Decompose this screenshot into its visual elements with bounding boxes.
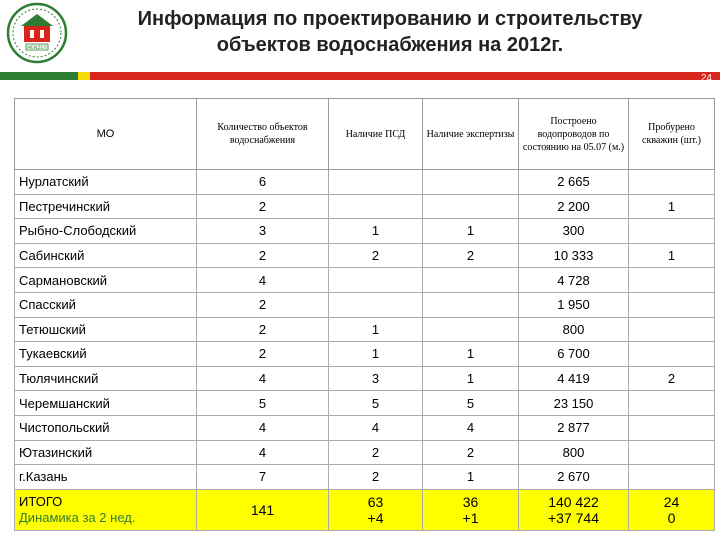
cell-built: 2 670 (519, 465, 629, 490)
total-psd-cell (329, 489, 423, 530)
table-row (15, 194, 715, 219)
table-row (15, 391, 715, 416)
cell-psd: 5 (329, 391, 423, 416)
cell-built: 1 950 (519, 292, 629, 317)
total-wells-dynamics: 0 (667, 509, 676, 526)
total-objects: 141 (197, 489, 329, 530)
cell-objects: 6 (197, 170, 329, 195)
table-row (15, 342, 715, 367)
total-wells: 24 (663, 493, 680, 510)
cell-objects: 4 (197, 415, 329, 440)
cell-psd: 3 (329, 366, 423, 391)
cell-wells (629, 268, 715, 293)
cell-objects: 4 (197, 268, 329, 293)
total-expertise: 36 (462, 493, 479, 510)
cell-psd (329, 170, 423, 195)
cell-objects: 5 (197, 391, 329, 416)
cell-psd (329, 194, 423, 219)
page-title (80, 6, 700, 58)
cell-psd: 1 (329, 342, 423, 367)
cell-psd: 1 (329, 317, 423, 342)
cell-wells: 1 (629, 194, 715, 219)
water-supply-table (14, 98, 715, 531)
cell-expertise (423, 317, 519, 342)
cell-expertise (423, 292, 519, 317)
cell-mo: Чистопольский (15, 415, 197, 440)
total-wells-cell (629, 489, 715, 530)
total-psd: 63 (367, 493, 384, 510)
cell-built: 23 150 (519, 391, 629, 416)
cell-wells (629, 415, 715, 440)
column-header-wells: Пробурено скважин (шт.) (629, 99, 715, 170)
title-line-2: объектов водоснабжения на 2012г. (216, 34, 564, 56)
cell-psd: 2 (329, 440, 423, 465)
title-line-1: Информация по проектированию и строительству (137, 8, 643, 30)
cell-objects: 7 (197, 465, 329, 490)
column-header-psd: Наличие ПСД (329, 99, 423, 170)
column-header-built: Построено водопроводов по состоянию на 05.07 (м.) (519, 99, 629, 170)
cell-wells: 2 (629, 366, 715, 391)
column-header-expertise: Наличие экспертизы (423, 99, 519, 170)
cell-mo: Тюлячинский (15, 366, 197, 391)
cell-psd: 1 (329, 219, 423, 244)
total-built: 140 422 (548, 493, 599, 510)
total-expertise-cell (423, 489, 519, 530)
cell-mo: Тетюшский (15, 317, 197, 342)
cell-wells (629, 465, 715, 490)
cell-objects: 2 (197, 317, 329, 342)
table-row (15, 440, 715, 465)
cell-mo: Сабинский (15, 243, 197, 268)
cell-objects: 2 (197, 342, 329, 367)
cell-objects: 4 (197, 440, 329, 465)
svg-text:MENZEЛ: MENZEЛ (27, 46, 47, 51)
cell-mo: Пестречинский (15, 194, 197, 219)
cell-mo: Черемшанский (15, 391, 197, 416)
cell-objects: 3 (197, 219, 329, 244)
page-number: 24 (700, 73, 712, 84)
header-color-stripe (0, 72, 720, 80)
cell-built: 4 419 (519, 366, 629, 391)
cell-mo: Ютазинский (15, 440, 197, 465)
cell-built: 6 700 (519, 342, 629, 367)
table-row (15, 366, 715, 391)
cell-mo: Спасский (15, 292, 197, 317)
cell-expertise: 4 (423, 415, 519, 440)
table-row (15, 465, 715, 490)
total-label-cell (15, 489, 197, 530)
cell-objects: 4 (197, 366, 329, 391)
cell-mo: Тукаевский (15, 342, 197, 367)
cell-expertise: 5 (423, 391, 519, 416)
table-row (15, 292, 715, 317)
cell-mo: г.Казань (15, 465, 197, 490)
cell-psd: 4 (329, 415, 423, 440)
cell-built: 800 (519, 440, 629, 465)
cell-built: 4 728 (519, 268, 629, 293)
cell-wells (629, 292, 715, 317)
table-row (15, 415, 715, 440)
column-header-objects: Количество объектов водоснабжения (197, 99, 329, 170)
cell-psd (329, 268, 423, 293)
dynamics-label: Динамика за 2 нед. (19, 509, 136, 525)
total-built-dynamics: +37 744 (548, 509, 599, 526)
cell-objects: 2 (197, 292, 329, 317)
total-row (15, 489, 715, 530)
cell-wells (629, 342, 715, 367)
cell-objects: 2 (197, 243, 329, 268)
cell-built: 800 (519, 317, 629, 342)
stripe-yellow-segment (78, 72, 90, 80)
stripe-red-segment (90, 72, 720, 80)
cell-built: 2 200 (519, 194, 629, 219)
cell-built: 10 333 (519, 243, 629, 268)
cell-expertise: 1 (423, 465, 519, 490)
cell-mo: Нурлатский (15, 170, 197, 195)
table-row (15, 317, 715, 342)
table-row (15, 219, 715, 244)
cell-wells (629, 219, 715, 244)
cell-built: 2 665 (519, 170, 629, 195)
stripe-green-segment (0, 72, 78, 80)
cell-psd: 2 (329, 243, 423, 268)
cell-wells: 1 (629, 243, 715, 268)
table-row (15, 243, 715, 268)
cell-expertise: 1 (423, 342, 519, 367)
cell-wells (629, 440, 715, 465)
cell-objects: 2 (197, 194, 329, 219)
cell-psd: 2 (329, 465, 423, 490)
total-expertise-dynamics: +1 (462, 509, 479, 526)
cell-wells (629, 317, 715, 342)
cell-expertise: 2 (423, 440, 519, 465)
cell-expertise: 2 (423, 243, 519, 268)
cell-built: 300 (519, 219, 629, 244)
table-row (15, 268, 715, 293)
cell-expertise (423, 268, 519, 293)
cell-expertise (423, 194, 519, 219)
cell-expertise (423, 170, 519, 195)
cell-expertise: 1 (423, 219, 519, 244)
total-built-cell (519, 489, 629, 530)
table-header-row (15, 99, 715, 170)
cell-expertise: 1 (423, 366, 519, 391)
total-label: ИТОГО (19, 493, 63, 509)
cell-built: 2 877 (519, 415, 629, 440)
cell-mo: Сармановский (15, 268, 197, 293)
municipal-emblem-logo (6, 2, 68, 64)
total-psd-dynamics: +4 (367, 509, 384, 526)
cell-psd (329, 292, 423, 317)
column-header-mo: МО (15, 99, 197, 170)
cell-wells (629, 170, 715, 195)
cell-mo: Рыбно-Слободский (15, 219, 197, 244)
table-row (15, 170, 715, 195)
cell-wells (629, 391, 715, 416)
